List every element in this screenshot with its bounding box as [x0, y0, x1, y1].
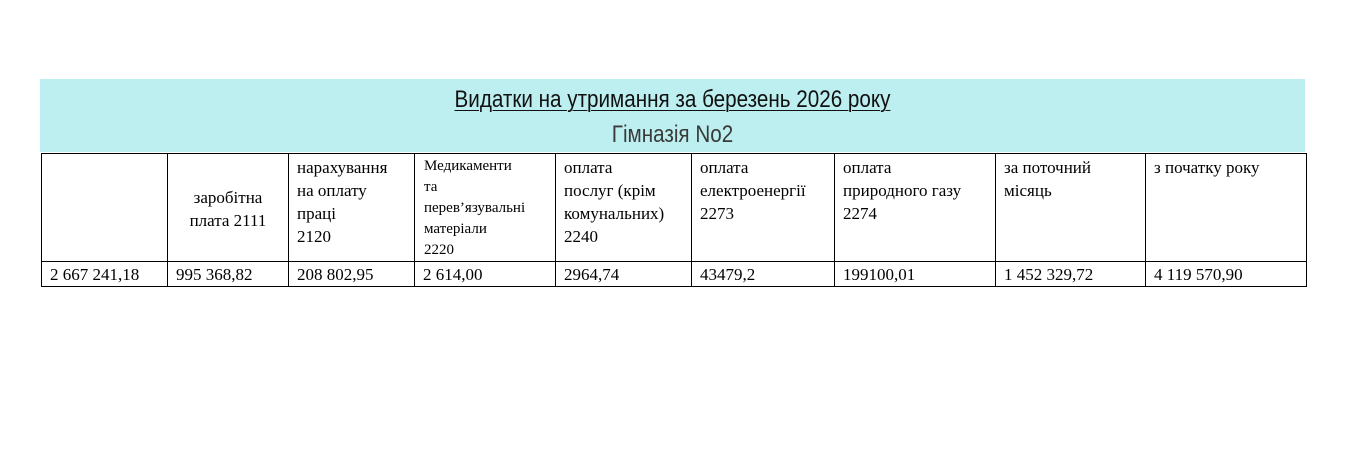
table-header-row	[42, 154, 1307, 262]
header-cell-natural-gas: оплата природного газу 2274	[835, 154, 996, 262]
header-cell-medicines: Медикаменти та перев’язувальні матеріали 2220	[415, 154, 556, 262]
header-cell-services: оплата послуг (крім комунальних) 2240	[556, 154, 692, 262]
header-cell-total	[42, 154, 168, 262]
value-cell-natural-gas: 199100,01	[835, 262, 996, 287]
value-cell-electricity: 43479,2	[692, 262, 835, 287]
school-name: Гімназія No2	[611, 121, 734, 148]
value-cell-current-month: 1 452 329,72	[996, 262, 1146, 287]
value-cell-medicines: 2 614,00	[415, 262, 556, 287]
report-title: Видатки на утримання за березень 2026 року	[454, 86, 891, 113]
header-cell-current-month: за поточний місяць	[996, 154, 1146, 262]
expenses-table	[41, 153, 1307, 287]
value-cell-payroll-accruals: 208 802,95	[289, 262, 415, 287]
value-cell-salary: 995 368,82	[168, 262, 289, 287]
value-cell-services: 2964,74	[556, 262, 692, 287]
value-cell-year-to-date: 4 119 570,90	[1146, 262, 1307, 287]
header-cell-year-to-date: з початку року	[1146, 154, 1307, 262]
header-cell-payroll-accruals: нарахування на оплату праці 2120	[289, 154, 415, 262]
header-cell-salary: заробітна плата 2111	[168, 154, 289, 262]
table-row	[42, 262, 1307, 287]
header-cell-electricity: оплата електроенергії 2273	[692, 154, 835, 262]
value-cell-total: 2 667 241,18	[42, 262, 168, 287]
report-banner	[40, 79, 1305, 152]
